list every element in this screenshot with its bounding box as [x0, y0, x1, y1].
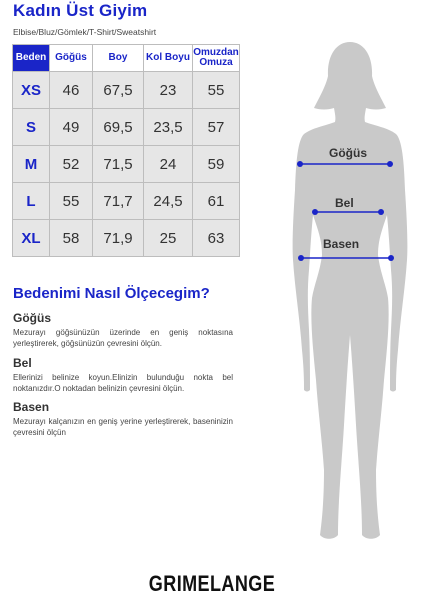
header-chest: Göğüs	[50, 45, 93, 72]
page-title: Kadın Üst Giyim	[13, 1, 148, 20]
cell-size: M	[13, 146, 50, 183]
chest-label: Göğüs	[329, 146, 367, 160]
waist-line-end-dot	[378, 209, 384, 215]
cell-length: 69,5	[93, 109, 144, 146]
cell-shoulder: 55	[193, 72, 240, 109]
table-row	[13, 146, 240, 183]
chest-guide-text: Mezurayı göğsünüzün üzerinde en geniş noktasına yerleştirerek, göğsünüzün çevresini ölçün.	[13, 328, 233, 348]
cell-chest: 58	[50, 220, 93, 257]
waist-label: Bel	[335, 196, 354, 210]
table-row	[13, 109, 240, 146]
header-size: Beden	[13, 45, 50, 72]
cell-sleeve: 24,5	[144, 183, 193, 220]
chest-line-start-dot	[297, 161, 303, 167]
guide-heading: Bedenimi Nasıl Ölçecegim?	[13, 285, 210, 302]
cell-shoulder: 57	[193, 109, 240, 146]
cell-sleeve: 24	[144, 146, 193, 183]
cell-sleeve: 23	[144, 72, 193, 109]
size-table	[12, 44, 240, 257]
cell-sleeve: 23,5	[144, 109, 193, 146]
cell-length: 71,5	[93, 146, 144, 183]
cell-chest: 55	[50, 183, 93, 220]
page-subtitle: Elbise/Bluz/Gömlek/T-Shirt/Sweatshirt	[13, 27, 157, 37]
cell-chest: 49	[50, 109, 93, 146]
cell-length: 67,5	[93, 72, 144, 109]
waist-guide-text: Ellerinizi belinize koyun.Elinizin bulunduğu nokta bel noktanızdır.O noktadan belinizin çevresini ölçün.	[13, 373, 233, 393]
waist-guide-title: Bel	[13, 356, 32, 370]
chest-line-end-dot	[387, 161, 393, 167]
cell-length: 71,7	[93, 183, 144, 220]
header-length: Boy	[93, 45, 144, 72]
hip-line-end-dot	[388, 255, 394, 261]
hip-line-start-dot	[298, 255, 304, 261]
waist-line-start-dot	[312, 209, 318, 215]
hip-label: Basen	[323, 237, 360, 251]
cell-shoulder: 61	[193, 183, 240, 220]
cell-chest: 46	[50, 72, 93, 109]
cell-length: 71,9	[93, 220, 144, 257]
header-sleeve: Kol Boyu	[144, 45, 193, 72]
cell-chest: 52	[50, 146, 93, 183]
brand-logo: GRIMELANGE	[148, 571, 276, 596]
cell-size: XS	[13, 72, 50, 109]
table-row	[13, 220, 240, 257]
hip-guide-title: Basen	[13, 400, 50, 414]
cell-size: L	[13, 183, 50, 220]
cell-shoulder: 63	[193, 220, 240, 257]
body-figure	[280, 30, 420, 555]
table-row	[13, 72, 240, 109]
table-header-row	[13, 45, 240, 72]
cell-size: S	[13, 109, 50, 146]
silhouette-icon	[293, 42, 408, 539]
cell-shoulder: 59	[193, 146, 240, 183]
cell-sleeve: 25	[144, 220, 193, 257]
table-row	[13, 183, 240, 220]
header-shoulder: Omuzdan Omuza	[193, 45, 240, 72]
hip-guide-text: Mezurayı kalçanızın en geniş yerine yerleştirerek, baseninizin çevresini ölçün	[13, 417, 233, 437]
cell-size: XL	[13, 220, 50, 257]
chest-guide-title: Göğüs	[13, 311, 51, 325]
